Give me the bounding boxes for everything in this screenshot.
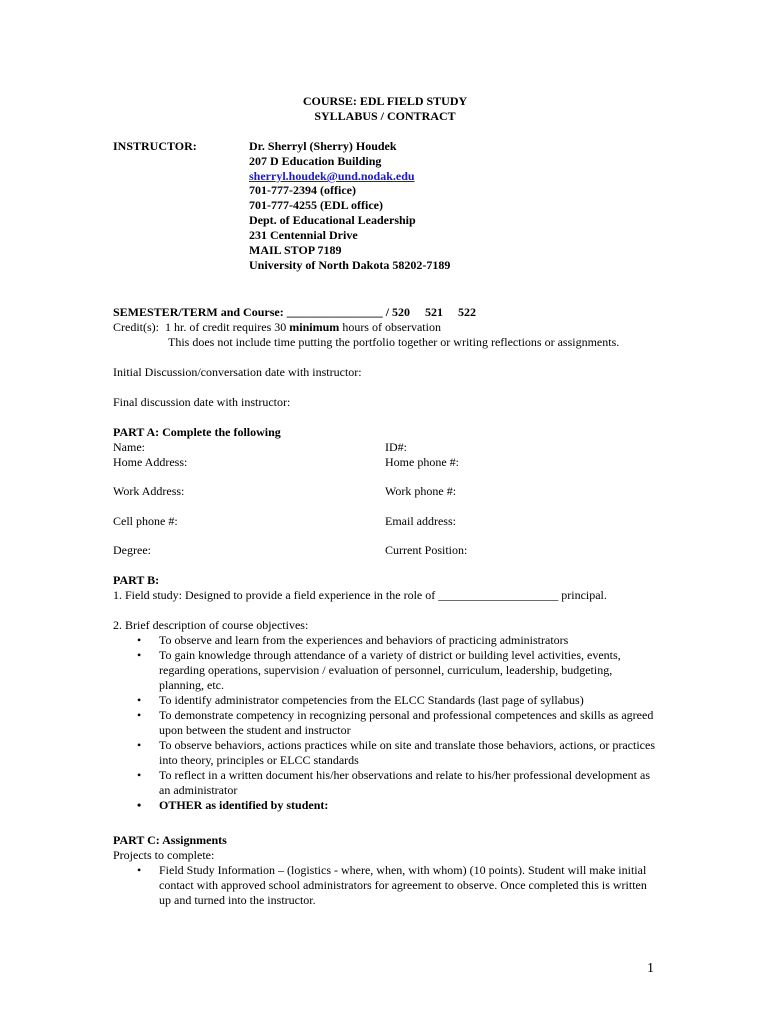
list-item: • Field Study Information – (logistics - where, when, with whom) (10 points). Student will make initial contact with approved school administrators for agreement to observe. Once completed this is written up and turned into the instructor. (137, 863, 647, 907)
course-numbers: / 520 521 522 (385, 305, 477, 319)
field-email-address: Email address: (385, 514, 456, 528)
instructor-dept: Dept. of Educational Leadership (249, 213, 416, 227)
assignments-list (137, 863, 659, 908)
instructor-phone-edl: 701-777-4255 (EDL office) (249, 198, 383, 212)
field-id: ID#: (385, 440, 407, 454)
semester-label: SEMESTER/TERM and Course: (113, 305, 284, 319)
bullet-icon: • (137, 798, 142, 812)
list-item: • To reflect in a written document his/her observations and relate to his/her professional development as an administrator (137, 768, 651, 797)
instructor-office: 207 D Education Building (249, 154, 382, 168)
part-a-heading: PART A: Complete the following (113, 425, 281, 439)
bullet-icon: • (137, 738, 142, 752)
objectives-list (137, 633, 659, 813)
instructor-label: INSTRUCTOR: (113, 139, 197, 153)
part-b-heading: PART B: (113, 573, 160, 587)
field-work-address: Work Address: (113, 484, 185, 498)
list-item: • To gain knowledge through attendance of a variety of district or building level activities, events, regarding operations, supervision / evaluation of personnel, curriculum, leadership, budgeting, planning, etc. (137, 648, 621, 692)
instructor-street: 231 Centennial Drive (249, 228, 358, 242)
bullet-icon: • (137, 648, 142, 662)
credits-prefix: Credit(s): 1 hr. of credit requires 30 (113, 320, 290, 334)
document-subtitle: SYLLABUS / CONTRACT (314, 109, 456, 123)
semester-line (113, 305, 476, 320)
bullet-icon: • (137, 768, 142, 782)
part-c-subheading: Projects to complete: (113, 848, 215, 862)
list-item: • OTHER as identified by student: (137, 798, 329, 812)
field-cell-phone: Cell phone #: (113, 514, 178, 528)
field-home-address: Home Address: (113, 455, 188, 469)
bullet-icon: • (137, 693, 142, 707)
credits-line (113, 320, 441, 335)
field-degree: Degree: (113, 543, 151, 557)
final-discussion: Final discussion date with instructor: (113, 395, 291, 409)
instructor-name: Dr. Sherryl (Sherry) Houdek (249, 139, 397, 153)
bullet-icon: • (137, 863, 142, 877)
bullet-icon: • (137, 633, 142, 647)
instructor-university: University of North Dakota 58202-7189 (249, 258, 451, 272)
list-item: • To observe and learn from the experiences and behaviors of practicing administrators (137, 633, 569, 647)
page-number: 1 (647, 961, 654, 976)
initial-discussion: Initial Discussion/conversation date with instructor: (113, 365, 362, 379)
instructor-email-link[interactable]: sherryl.houdek@und.nodak.edu (249, 169, 415, 183)
part-c-heading: PART C: Assignments (113, 833, 227, 847)
part-b-item-2: 2. Brief description of course objectives: (113, 618, 309, 632)
instructor-mailstop: MAIL STOP 7189 (249, 243, 342, 257)
bullet-icon: • (137, 708, 142, 722)
credits-suffix: hours of observation (339, 320, 441, 334)
part-b-item-1: 1. Field study: Designed to provide a field experience in the role of ____________________ principal. (113, 588, 607, 602)
field-work-phone: Work phone #: (385, 484, 457, 498)
credits-minimum: minimum (289, 320, 340, 334)
field-home-phone: Home phone #: (385, 455, 459, 469)
list-item: • To identify administrator competencies from the ELCC Standards (last page of syllabus) (137, 693, 584, 707)
list-item: • To observe behaviors, actions practices while on site and translate those behaviors, actions, or practices into theory, principles or ELCC standards (137, 738, 655, 767)
instructor-phone-office: 701-777-2394 (office) (249, 183, 356, 197)
field-name: Name: (113, 440, 145, 454)
credits-note: This does not include time putting the portfolio together or writing reflections or assignments. (168, 335, 620, 349)
course-title: COURSE: EDL FIELD STUDY (302, 94, 468, 108)
semester-blank: ________________ (286, 305, 383, 319)
list-item: • To demonstrate competency in recognizing personal and professional competences and skills as agreed upon between the student and instructor (137, 708, 654, 737)
field-current-position: Current Position: (385, 543, 468, 557)
